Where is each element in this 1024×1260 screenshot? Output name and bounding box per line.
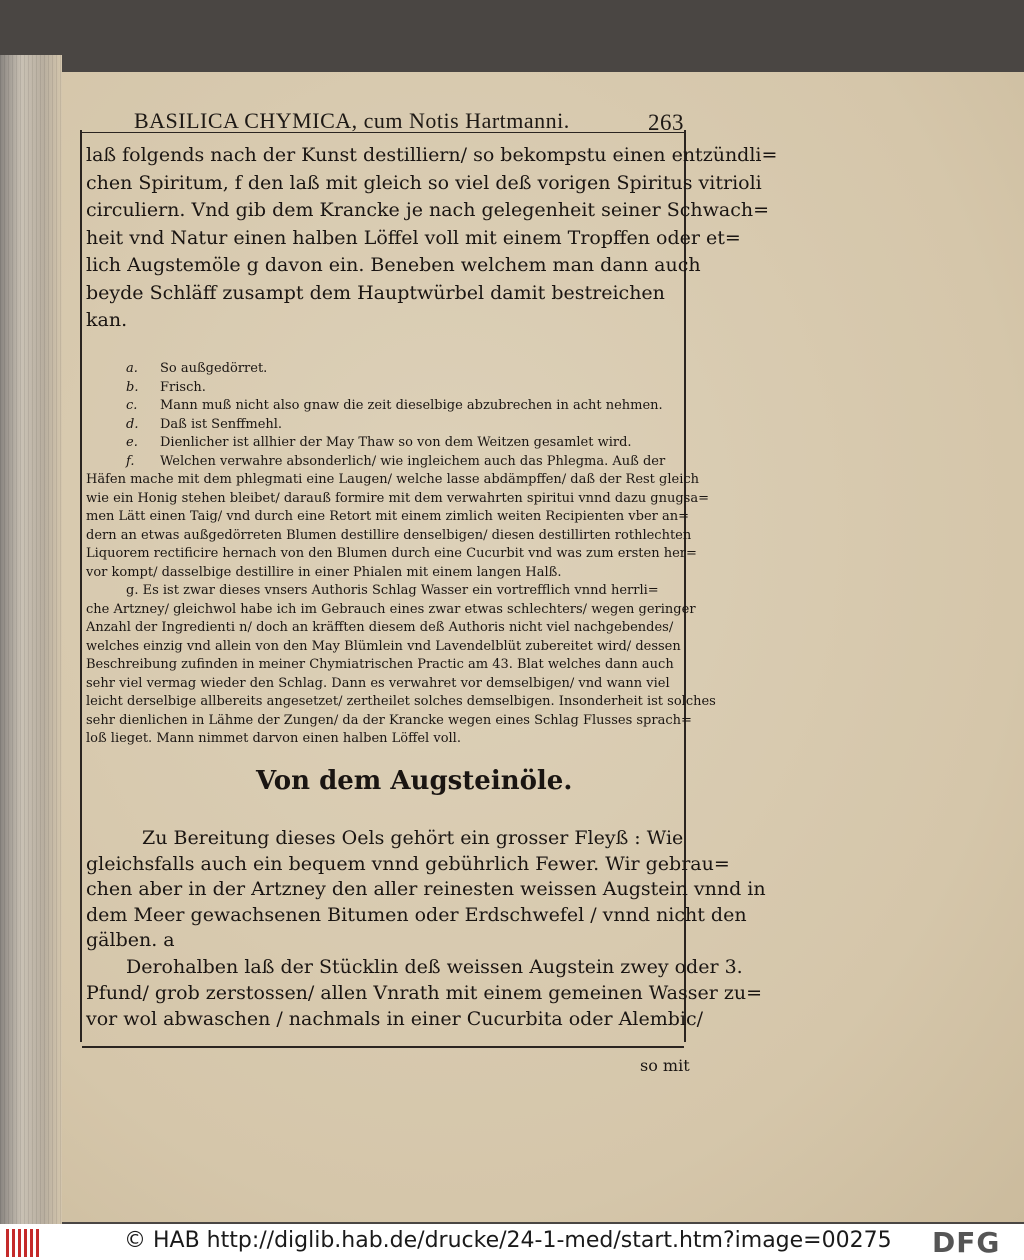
note-g-line: g. Es ist zwar dieses vnsers Authoris Schlag Wasser ein vortrefflich vnnd herrli=	[126, 583, 659, 598]
book-edge	[0, 55, 62, 1225]
note-f-line: Liquorem rectificire hernach von den Blumen durch eine Cucurbit vnd was zum ersten her=	[86, 546, 697, 561]
note-b: b. Frisch.	[126, 379, 206, 395]
note-g-line: sehr dienlichen in Lähme der Zungen/ da der Krancke wegen eines Schlag Flusses sprach=	[86, 712, 692, 728]
running-header	[122, 104, 682, 136]
note-g-line: sehr viel vermag wieder den Schlag. Dann es verwahret vor demselbigen/ vnd wann viel	[86, 675, 670, 691]
text-line: circuliern. Vnd gib dem Krancke je nach gelegenheit seiner Schwach=	[86, 199, 770, 221]
text-line: gleichsfalls auch ein bequem vnnd gebührlich Fewer. Wir gebrau=	[86, 852, 730, 875]
note-g-line: welches einzig vnd allein von den May Blümlein vnd Lavendelblüt zubereitet wird/ dessen	[86, 638, 681, 654]
paragraph-1	[86, 142, 777, 335]
text-line: dem Meer gewachsenen Bitumen oder Erdschwefel / vnnd nicht den	[86, 903, 747, 926]
catchword: so mit	[640, 1056, 690, 1075]
text-line: chen Spiritum, f den laß mit gleich so viel deß vorigen Spiritus vitrioli	[86, 171, 762, 194]
text-line: lich Augstemöle g davon ein. Beneben welchem man dann auch	[86, 254, 701, 276]
paragraph-3	[86, 954, 762, 1032]
text-line: kan.	[86, 309, 128, 331]
note-g-line: leicht derselbige allbereits angesetzet/ zertheilet solches demselbigen. Insonderheit ist solches	[86, 694, 716, 709]
paragraph-2	[86, 826, 766, 954]
page-edge-texture	[0, 55, 62, 1225]
section-heading: Von dem Augsteinöle.	[256, 766, 573, 796]
note-g-line: che Artzney/ gleichwol habe ich im Gebrauch eines zwar etwas schlechters/ wegen geringer	[86, 601, 696, 617]
note-f-line: men Lätt einen Taig/ vnd durch eine Retort mit einem zimlich weiten Recipienten vber an=	[86, 509, 689, 524]
note-g-line: Anzahl der Ingredienti n/ doch an kräfften diesem deß Authoris nicht viel nachgebendes/	[86, 620, 674, 635]
running-title: BASILICA CHYMICA, cum Notis Hartmanni.	[134, 108, 570, 133]
annotation-notes	[86, 360, 716, 749]
bottom-border-rule	[82, 1046, 684, 1048]
note-c: c. Mann muß nicht also gnaw die zeit dieselbige abzubrechen in acht nehmen.	[126, 398, 663, 413]
note-f-line: wie ein Honig stehen bleibet/ darauß formire mit dem verwahrten spiritui vnnd dazu gnugsa=	[86, 490, 709, 506]
text-line: laß folgends nach der Kunst destilliern/ so bekompstu einen entzündli=	[86, 144, 778, 166]
text-line: vor wol abwaschen / nachmals in einer Cucurbita oder Alembic/	[86, 1008, 703, 1030]
left-border-rule	[80, 130, 82, 1042]
text-line: chen aber in der Artzney den aller reinesten weissen Augstein vnnd in	[86, 878, 766, 900]
text-line: Pfund/ grob zerstossen/ allen Vnrath mit einem gemeinen Wasser zu=	[86, 982, 763, 1004]
text-line: Derohalben laß der Stücklin deß weissen Augstein zwey oder 3.	[126, 956, 743, 978]
note-g-line: Beschreibung zufinden in meiner Chymiatrischen Practic am 43. Blat welches dann auch	[86, 657, 674, 672]
note-d: d. Daß ist Senffmehl.	[126, 416, 283, 432]
text-line: heit vnd Natur einen halben Löffel voll mit einem Tropffen oder et=	[86, 226, 741, 249]
page-number: 263	[648, 110, 684, 135]
dfg-logo: DFG	[932, 1226, 1001, 1259]
text-line: Zu Bereitung dieses Oels gehört ein grosser Fleyß : Wie	[142, 827, 684, 849]
note-f-line: Häfen mache mit dem phlegmati eine Laugen/ welche lasse abdämpffen/ daß der Rest gleich	[86, 472, 700, 487]
note-f: f. Welchen verwahre absonderlich/ wie ingleichem auch das Phlegma. Auß der	[126, 453, 666, 469]
footer-bar	[0, 1224, 1024, 1260]
text-line: gälben. a	[86, 929, 175, 951]
hab-logo-icon	[6, 1229, 46, 1257]
note-g-line: loß lieget. Mann nimmet darvon einen halben Löffel voll.	[86, 731, 461, 746]
text-line: beyde Schläff zusampt dem Hauptwürbel damit bestreichen	[86, 281, 665, 304]
note-a: a. So außgedörret.	[126, 361, 268, 376]
source-url[interactable]: © HAB http://diglib.hab.de/drucke/24-1-med/start.htm?image=00275	[124, 1228, 892, 1253]
note-f-line: vor kompt/ dasselbige destillire in einer Phialen mit einem langen Halß.	[86, 564, 562, 580]
note-f-line: dern an etwas außgedörreten Blumen destillire denselbigen/ diesen destillirten rothlechten	[86, 527, 692, 543]
note-e: e. Dienlicher ist allhier der May Thaw so von dem Weitzen gesamlet wird.	[126, 435, 632, 450]
